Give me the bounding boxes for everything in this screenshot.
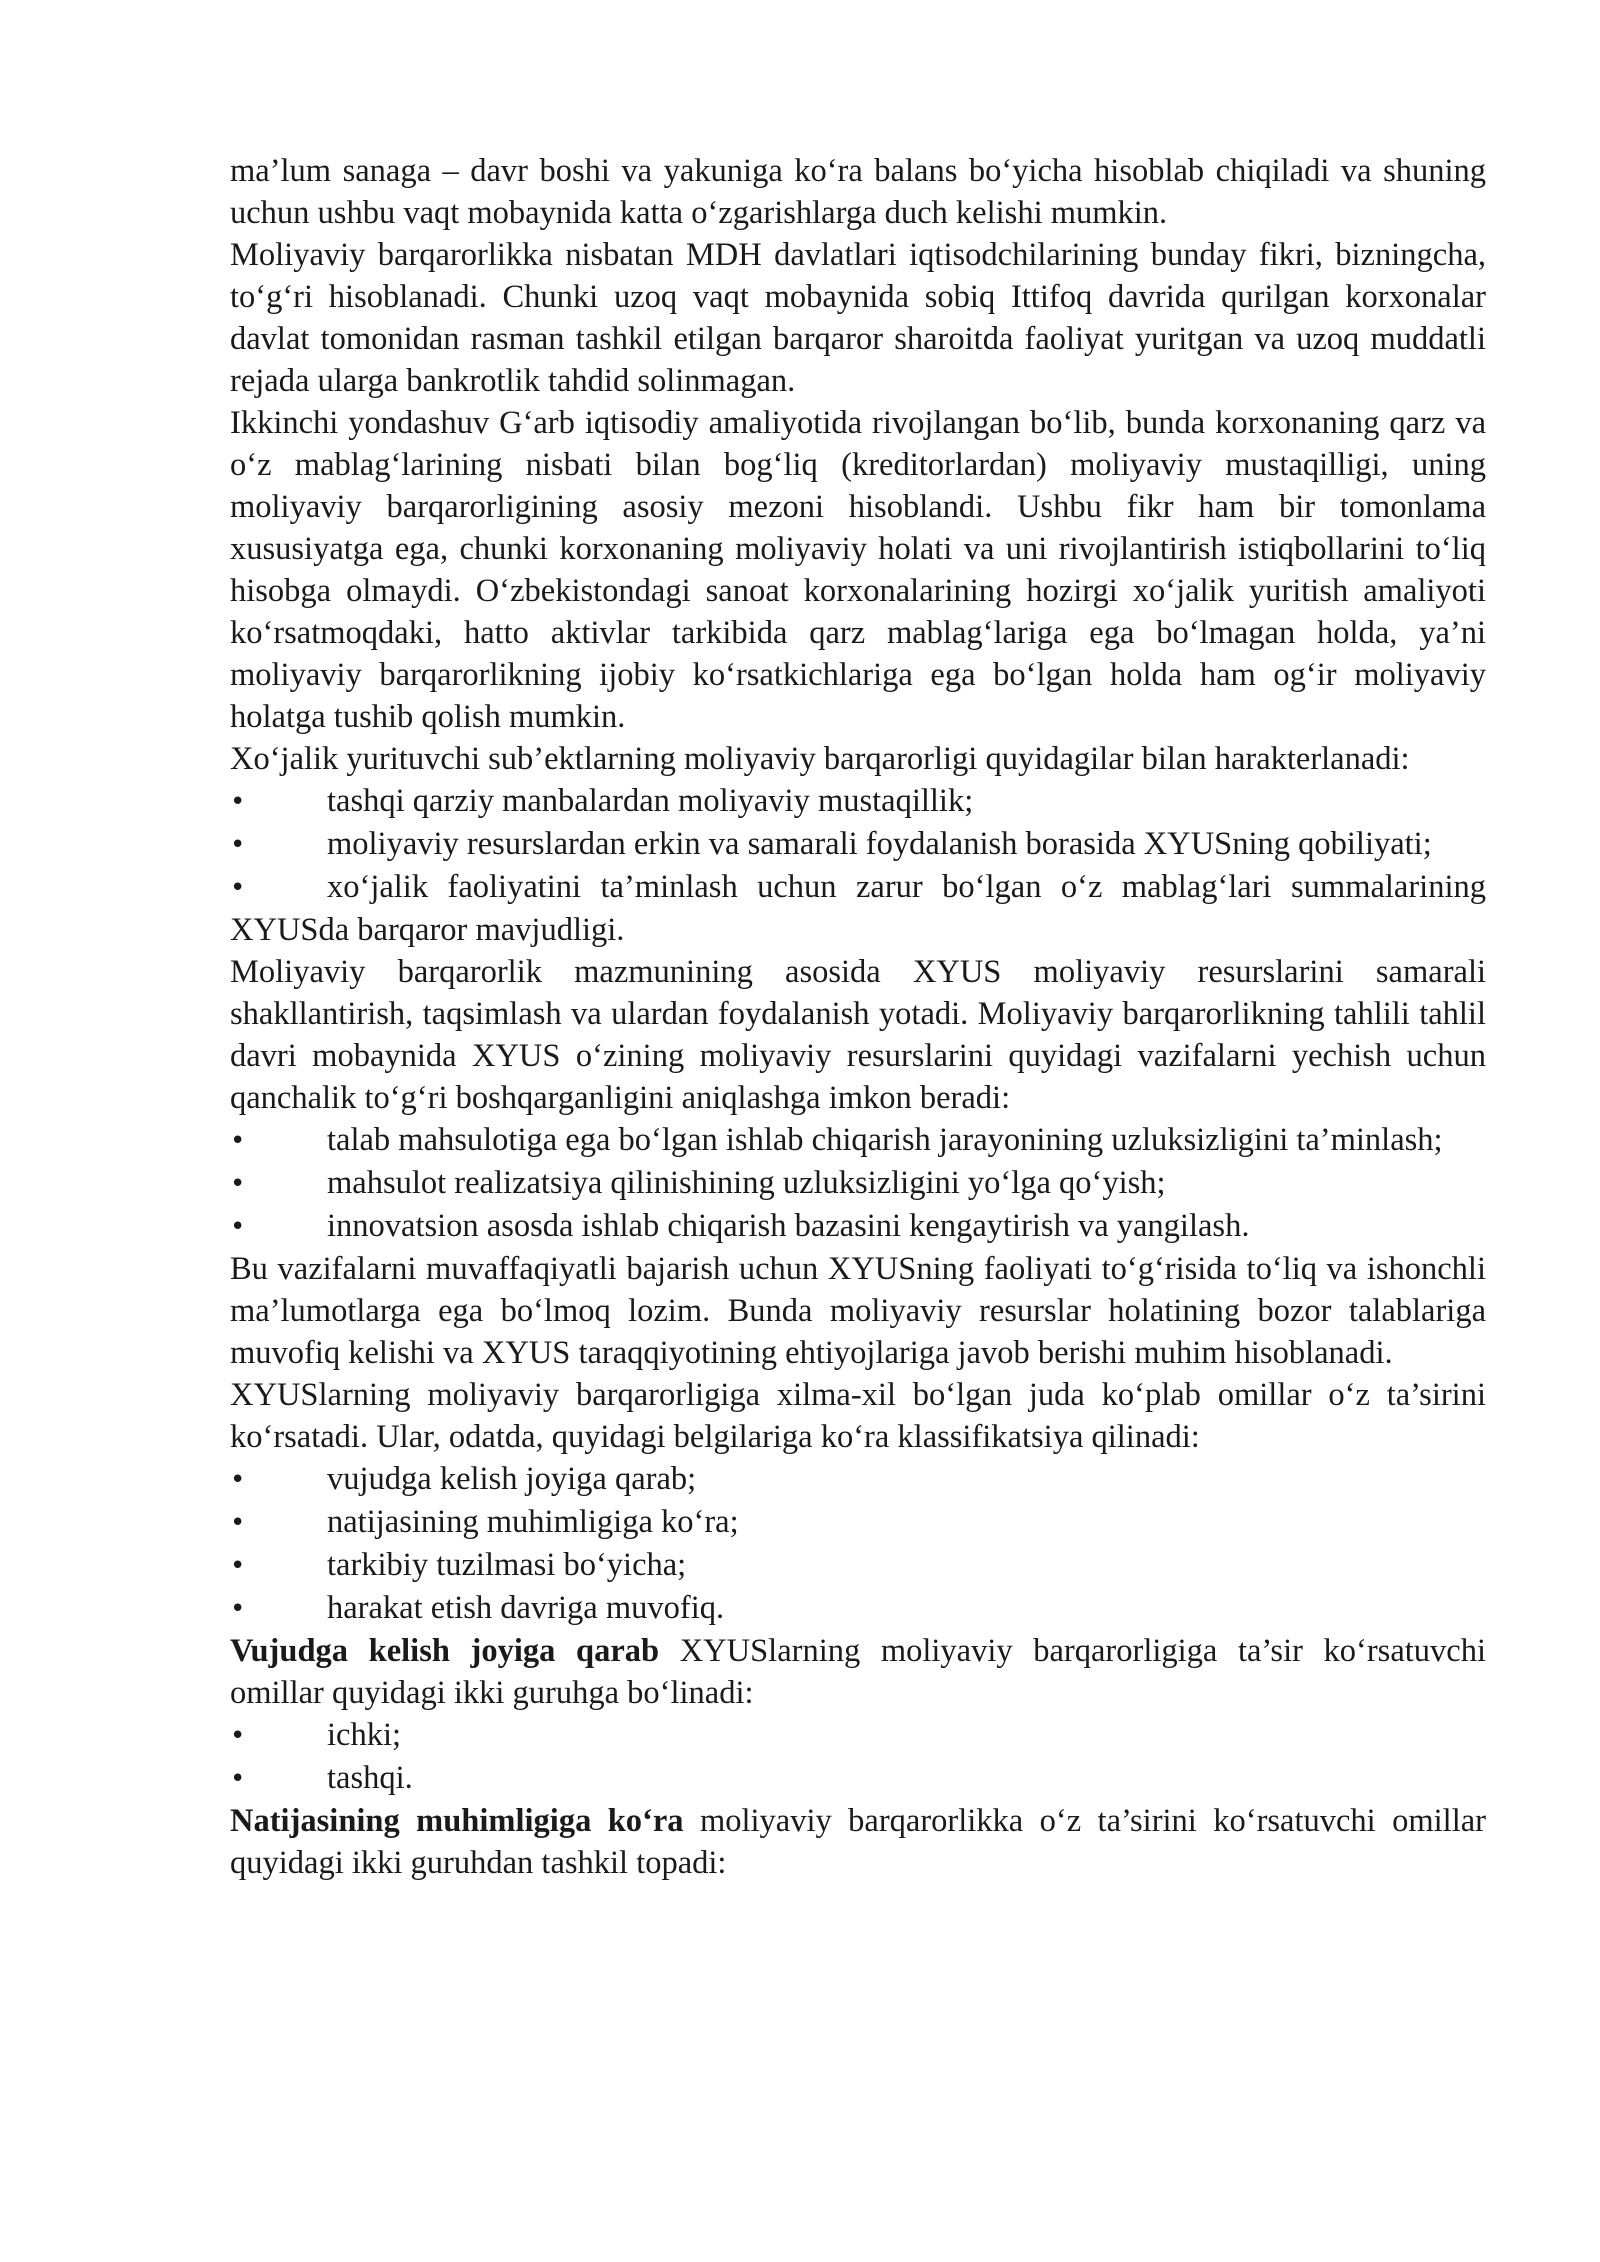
bullet-icon: •	[230, 1508, 246, 1538]
list-item	[230, 780, 1486, 823]
list-item-text: xo‘jalik faoliyatini ta’minlash uchun zarur bo‘lgan o‘z mablag‘lari summalarining XYUSda barqaror mavjudligi.	[230, 869, 1486, 948]
list-item-text: talab mahsulotiga ega bo‘lgan ishlab chiqarish jarayonining uzluksizligini ta’minlash;	[327, 1122, 1443, 1158]
bullet-icon: •	[230, 1764, 246, 1794]
list-item-text: harakat etish davriga muvofiq.	[327, 1590, 725, 1626]
bold-lead: Natijasining muhimligiga ko‘ra	[230, 1803, 684, 1839]
list-item	[230, 1119, 1486, 1162]
paragraph: ma’lum sanaga – davr boshi va yakuniga ko‘ra balans bo‘yicha hisoblab chiqiladi va shuning uchun ushbu vaqt mobaynida katta o‘zgarishlarga duch kelishi mumkin.	[230, 153, 1486, 231]
document-page	[230, 150, 1486, 1884]
list-item	[230, 1458, 1486, 1501]
bullet-icon: •	[230, 830, 246, 860]
bullet-icon: •	[230, 1551, 246, 1581]
bullet-icon: •	[230, 1465, 246, 1495]
list-item	[230, 1544, 1486, 1587]
bold-lead: Vujudga kelish joyiga qarab	[230, 1633, 660, 1669]
list-item-text: innovatsion asosda ishlab chiqarish bazasini kengaytirish va yangilash.	[327, 1208, 1250, 1244]
list-item	[230, 1757, 1486, 1800]
bullet-icon: •	[230, 1169, 246, 1199]
bullet-icon: •	[230, 787, 246, 817]
paragraph	[230, 1630, 1486, 1714]
list-item-text: tashqi qarziy manbalardan moliyaviy mustaqillik;	[327, 783, 974, 819]
list-item	[230, 1714, 1486, 1757]
list-item-text: tarkibiy tuzilmasi bo‘yicha;	[327, 1547, 687, 1583]
list-item	[230, 1501, 1486, 1544]
paragraph-text: XYUSlarning moliyaviy barqarorligiga ta’sir ko‘rsatuvchi omillar quyidagi ikki guruhga bo‘linadi:	[230, 1633, 1486, 1711]
bullet-icon: •	[230, 1212, 246, 1242]
paragraph: Ikkinchi yondashuv G‘arb iqtisodiy amaliyotida rivojlangan bo‘lib, bunda korxonaning qarz va o‘z mablag‘larining nisbati bilan bog‘liq (kreditorlardan) moliyaviy mustaqilligi, uning moliyaviy barqarorligining asosiy mezoni hisoblandi. Ushbu fikr ham bir tomonlama xususiyatga ega, chunki korxonaning moliyaviy holati va uni rivojlantirish istiqbollarini to‘liq hisobga olmaydi. O‘zbekistondagi sanoat korxonalarining hozirgi xo‘jalik yuritish amaliyoti ko‘rsatmoqdaki, hatto aktivlar tarkibida qarz mablag‘lariga ega bo‘lmagan holda, ya’ni moliyaviy barqarorlikning ijobiy ko‘rsatkichlariga ega bo‘lgan holda ham og‘ir moliyaviy holatga tushib qolish mumkin.	[230, 405, 1486, 735]
paragraph: XYUSlarning moliyaviy barqarorligiga xilma-xil bo‘lgan juda ko‘plab omillar o‘z ta’sirini ko‘rsatadi. Ular, odatda, quyidagi belgilariga ko‘ra klassifikatsiya qilinadi:	[230, 1377, 1486, 1455]
bullet-icon: •	[230, 1594, 246, 1624]
paragraph-text: moliyaviy barqarorlikka o‘z ta’sirini ko‘rsatuvchi omillar quyidagi ikki guruhdan tashkil topadi:	[230, 1803, 1486, 1881]
paragraph: Bu vazifalarni muvaffaqiyatli bajarish uchun XYUSning faoliyati to‘g‘risida to‘liq va ishonchli ma’lumotlarga ega bo‘lmoq lozim. Bunda moliyaviy resurslar holatining bozor talablariga muvofiq kelishi va XYUS taraqqiyotining ehtiyojlariga javob berishi muhim hisoblanadi.	[230, 1251, 1486, 1371]
list-item	[230, 866, 1486, 951]
list-item	[230, 1587, 1486, 1630]
list-item-text: mahsulot realizatsiya qilinishining uzluksizligini yo‘lga qo‘yish;	[327, 1165, 1166, 1201]
list-item	[230, 823, 1486, 866]
list-item	[230, 1205, 1486, 1248]
paragraph: Moliyaviy barqarorlikka nisbatan MDH davlatlari iqtisodchilarining bunday fikri, bizningcha, to‘g‘ri hisoblanadi. Chunki uzoq vaqt mobaynida sobiq Ittifoq davrida qurilgan korxonalar davlat tomonidan rasman tashkil etilgan barqaror sharoitda faoliyat yuritgan va uzoq muddatli rejada ularga bankrotlik tahdid solinmagan.	[230, 237, 1486, 399]
paragraph: Xo‘jalik yurituvchi sub’ektlarning moliyaviy barqarorligi quyidagilar bilan harakterlanadi:	[230, 741, 1410, 777]
paragraph	[230, 1800, 1486, 1884]
list-item-text: moliyaviy resurslardan erkin va samarali foydalanish borasida XYUSning qobiliyati;	[327, 826, 1432, 862]
list-item	[230, 1162, 1486, 1205]
bullet-icon: •	[230, 1721, 246, 1751]
list-item-text: natijasining muhimligiga ko‘ra;	[327, 1504, 739, 1540]
list-item-text: tashqi.	[327, 1760, 413, 1796]
list-item-text: vujudga kelish joyiga qarab;	[327, 1461, 697, 1497]
bullet-icon: •	[230, 1126, 246, 1156]
bullet-icon: •	[230, 873, 246, 903]
paragraph: Moliyaviy barqarorlik mazmunining asosida XYUS moliyaviy resurslarini samarali shakllantirish, taqsimlash va ulardan foydalanish yotadi. Moliyaviy barqarorlikning tahlili tahlil davri mobaynida XYUS o‘zining moliyaviy resurslarini quyidagi vazifalarni yechish uchun qanchalik to‘g‘ri boshqarganligini aniqlashga imkon beradi:	[230, 954, 1486, 1116]
list-item-text: ichki;	[327, 1717, 402, 1753]
